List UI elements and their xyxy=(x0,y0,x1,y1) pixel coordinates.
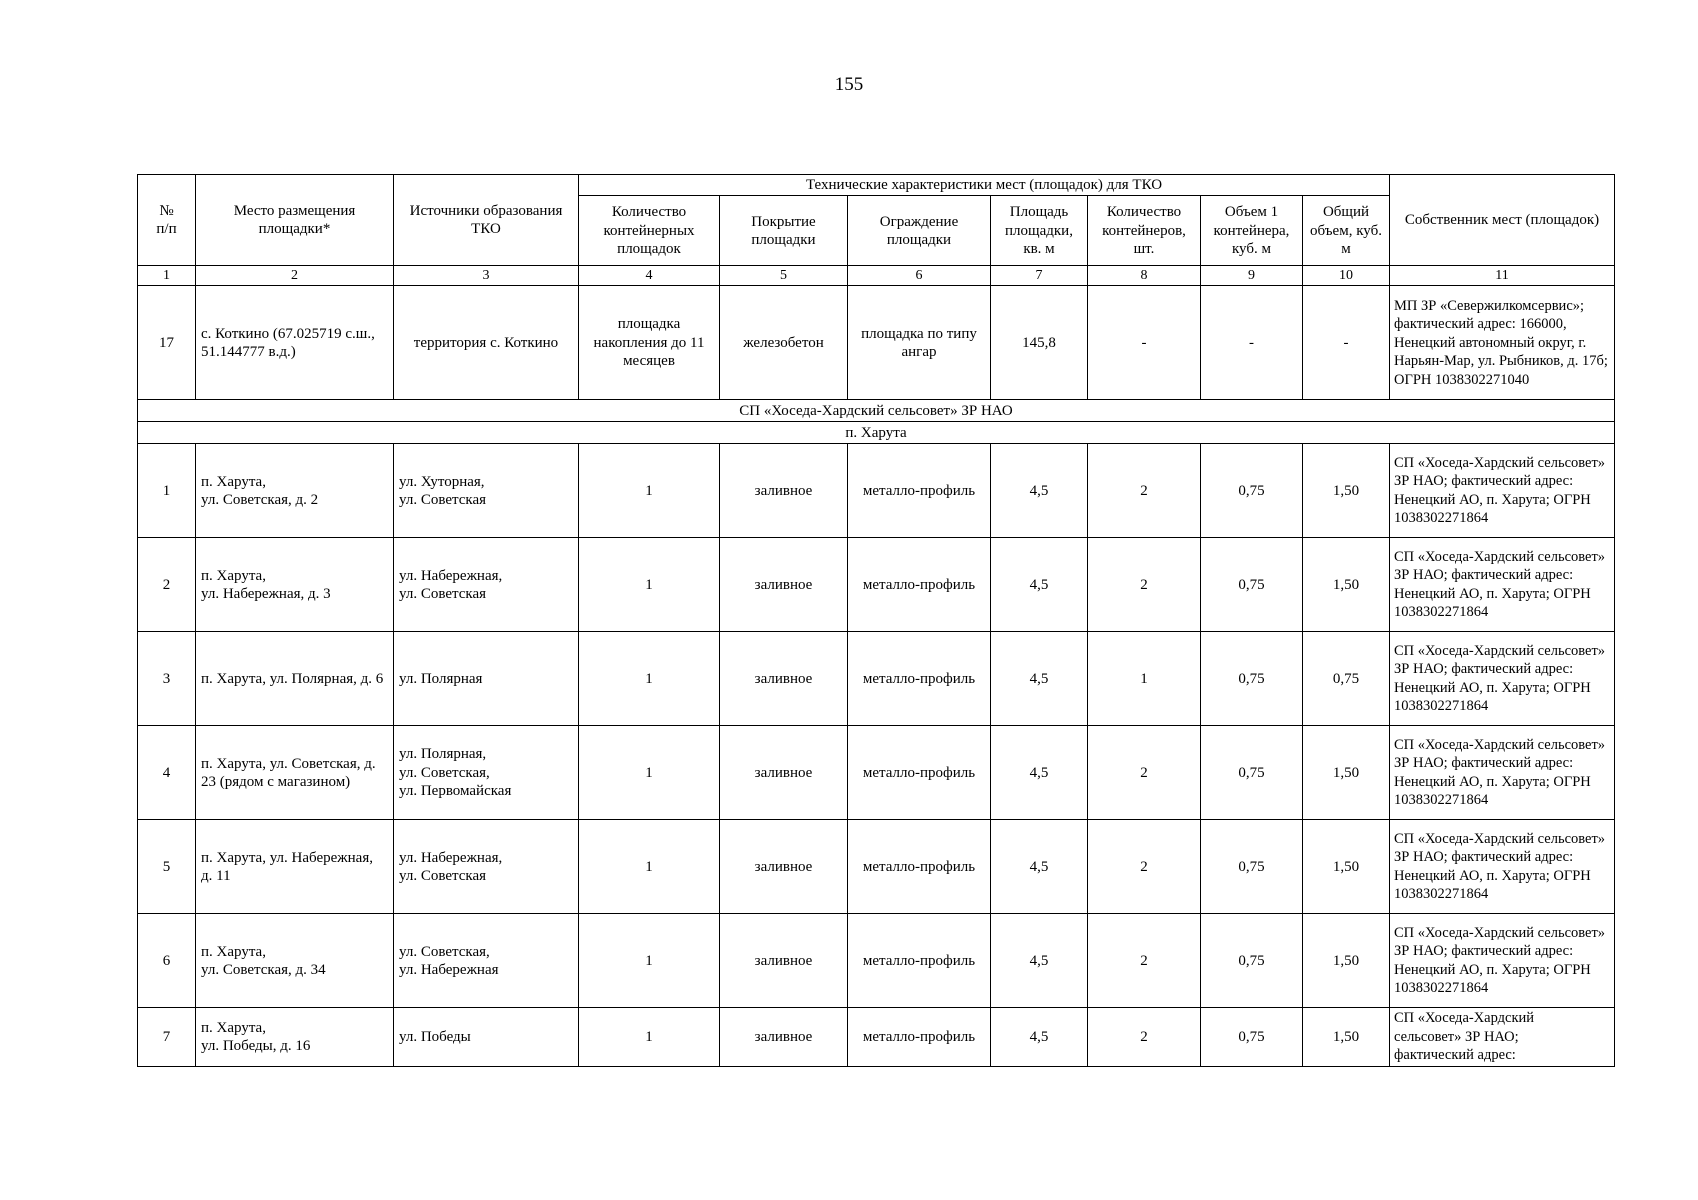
row-area: 145,8 xyxy=(991,286,1088,400)
column-number: 3 xyxy=(394,266,579,286)
header-volume-one: Объем 1 контейнера, куб. м xyxy=(1201,196,1303,266)
waste-sites-table xyxy=(137,174,1615,1067)
owner-line: СП «Хоседа-Хардский xyxy=(1394,1010,1535,1027)
row-number: 1 xyxy=(138,444,196,538)
row-surface: заливное xyxy=(720,914,848,1008)
owner-line: фактический адрес: xyxy=(1394,1047,1516,1064)
row-volume-one: - xyxy=(1201,286,1303,400)
row-volume-total: 1,50 xyxy=(1303,820,1390,914)
row-owner: СП «Хоседа-Хардский сельсовет» ЗР НАО; фактический адрес: Ненецкий АО, п. Харута; ОГРН 1038302271864 xyxy=(1390,632,1615,726)
row-owner: СП «Хоседа-Хардский сельсовет» ЗР НАО; фактический адрес: Ненецкий АО, п. Харута; ОГРН 1038302271864 xyxy=(1390,444,1615,538)
header-count-sites: Количество контейнерных площадок xyxy=(579,196,720,266)
table-row xyxy=(138,820,1615,914)
row-volume-total: 1,50 xyxy=(1303,914,1390,1008)
row-count-sites: 1 xyxy=(579,632,720,726)
section-header-row xyxy=(138,400,1615,422)
row-place: п. Харута, ул. Советская, д. 2 xyxy=(196,444,394,538)
row-number: 17 xyxy=(138,286,196,400)
row-place: п. Харута, ул. Полярная, д. 6 xyxy=(196,632,394,726)
row-count-containers: 2 xyxy=(1088,538,1201,632)
section-title: СП «Хоседа-Хардский сельсовет» ЗР НАО xyxy=(138,400,1615,422)
table-row xyxy=(138,538,1615,632)
row-volume-one: 0,75 xyxy=(1201,820,1303,914)
row-fence: металло-профиль xyxy=(848,538,991,632)
row-number: 3 xyxy=(138,632,196,726)
row-place: с. Коткино (67.025719 с.ш., 51.144777 в.д.) xyxy=(196,286,394,400)
row-volume-total: 0,75 xyxy=(1303,632,1390,726)
row-surface: заливное xyxy=(720,1008,848,1067)
row-owner xyxy=(1390,1008,1615,1067)
row-surface: заливное xyxy=(720,820,848,914)
header-count-containers: Количество контейнеров, шт. xyxy=(1088,196,1201,266)
row-volume-one: 0,75 xyxy=(1201,1008,1303,1067)
row-owner: СП «Хоседа-Хардский сельсовет» ЗР НАО; фактический адрес: Ненецкий АО, п. Харута; ОГРН 1038302271864 xyxy=(1390,914,1615,1008)
row-count-containers: 2 xyxy=(1088,1008,1201,1067)
row-volume-one: 0,75 xyxy=(1201,632,1303,726)
row-place: п. Харута, ул. Советская, д. 23 (рядом с магазином) xyxy=(196,726,394,820)
row-owner: МП ЗР «Севержилкомсервис»; фактический адрес: 166000, Ненецкий автономный округ, г. Нарьян-Мар, ул. Рыбников, д. 17б; ОГРН 1038302271040 xyxy=(1390,286,1615,400)
header-owner: Собственник мест (площадок) xyxy=(1390,175,1615,266)
header-fence: Ограждение площадки xyxy=(848,196,991,266)
row-volume-total: 1,50 xyxy=(1303,538,1390,632)
row-area: 4,5 xyxy=(991,632,1088,726)
row-count-sites: площадка накопления до 11 месяцев xyxy=(579,286,720,400)
row-volume-total: 1,50 xyxy=(1303,444,1390,538)
row-count-containers: 2 xyxy=(1088,820,1201,914)
row-count-containers: 2 xyxy=(1088,726,1201,820)
row-owner: СП «Хоседа-Хардский сельсовет» ЗР НАО; фактический адрес: Ненецкий АО, п. Харута; ОГРН 1038302271864 xyxy=(1390,726,1615,820)
row-area: 4,5 xyxy=(991,726,1088,820)
row-count-sites: 1 xyxy=(579,820,720,914)
row-surface: заливное xyxy=(720,538,848,632)
row-number: 2 xyxy=(138,538,196,632)
owner-line: сельсовет» ЗР НАО; xyxy=(1394,1028,1519,1045)
row-volume-total: 1,50 xyxy=(1303,726,1390,820)
row-place: п. Харута, ул. Победы, д. 16 xyxy=(196,1008,394,1067)
subsection-title: п. Харута xyxy=(138,422,1615,444)
row-number: 6 xyxy=(138,914,196,1008)
row-number: 7 xyxy=(138,1008,196,1067)
column-number: 2 xyxy=(196,266,394,286)
row-fence: металло-профиль xyxy=(848,914,991,1008)
row-sources: территория с. Коткино xyxy=(394,286,579,400)
row-count-sites: 1 xyxy=(579,538,720,632)
row-count-sites: 1 xyxy=(579,914,720,1008)
row-fence: металло-профиль xyxy=(848,632,991,726)
row-volume-one: 0,75 xyxy=(1201,914,1303,1008)
column-number: 4 xyxy=(579,266,720,286)
header-sources: Источники образования ТКО xyxy=(394,175,579,266)
row-volume-one: 0,75 xyxy=(1201,444,1303,538)
header-place: Место размещения площадки* xyxy=(196,175,394,266)
row-place: п. Харута, ул. Советская, д. 34 xyxy=(196,914,394,1008)
row-volume-one: 0,75 xyxy=(1201,726,1303,820)
row-area: 4,5 xyxy=(991,538,1088,632)
header-surface: Покрытие площадки xyxy=(720,196,848,266)
row-area: 4,5 xyxy=(991,444,1088,538)
row-count-sites: 1 xyxy=(579,1008,720,1067)
row-volume-total: 1,50 xyxy=(1303,1008,1390,1067)
row-count-containers: 2 xyxy=(1088,914,1201,1008)
column-number-row xyxy=(138,266,1615,286)
column-number: 10 xyxy=(1303,266,1390,286)
row-area: 4,5 xyxy=(991,914,1088,1008)
row-sources: ул. Полярная, ул. Советская, ул. Первомайская xyxy=(394,726,579,820)
row-sources: ул. Полярная xyxy=(394,632,579,726)
row-surface: железобетон xyxy=(720,286,848,400)
header-area: Площадь площадки, кв. м xyxy=(991,196,1088,266)
table-row xyxy=(138,726,1615,820)
column-number: 9 xyxy=(1201,266,1303,286)
row-place: п. Харута, ул. Набережная, д. 11 xyxy=(196,820,394,914)
row-owner: СП «Хоседа-Хардский сельсовет» ЗР НАО; фактический адрес: Ненецкий АО, п. Харута; ОГРН 1038302271864 xyxy=(1390,820,1615,914)
row-surface: заливное xyxy=(720,632,848,726)
row-sources: ул. Набережная, ул. Советская xyxy=(394,538,579,632)
row-fence: металло-профиль xyxy=(848,1008,991,1067)
row-fence: металло-профиль xyxy=(848,820,991,914)
row-sources: ул. Победы xyxy=(394,1008,579,1067)
column-number: 11 xyxy=(1390,266,1615,286)
row-count-containers: 2 xyxy=(1088,444,1201,538)
column-number: 7 xyxy=(991,266,1088,286)
row-count-containers: - xyxy=(1088,286,1201,400)
row-sources: ул. Набережная, ул. Советская xyxy=(394,820,579,914)
row-count-sites: 1 xyxy=(579,444,720,538)
row-sources: ул. Хуторная, ул. Советская xyxy=(394,444,579,538)
header-volume-total: Общий объем, куб. м xyxy=(1303,196,1390,266)
row-surface: заливное xyxy=(720,726,848,820)
table-row xyxy=(138,1008,1615,1067)
table-row xyxy=(138,632,1615,726)
row-area: 4,5 xyxy=(991,820,1088,914)
table-row xyxy=(138,444,1615,538)
row-number: 4 xyxy=(138,726,196,820)
row-area: 4,5 xyxy=(991,1008,1088,1067)
header-row-group xyxy=(138,175,1615,196)
row-place: п. Харута, ул. Набережная, д. 3 xyxy=(196,538,394,632)
column-number: 8 xyxy=(1088,266,1201,286)
row-count-sites: 1 xyxy=(579,726,720,820)
table-row xyxy=(138,286,1615,400)
header-tech-group: Технические характеристики мест (площадок) для ТКО xyxy=(579,175,1390,196)
row-owner: СП «Хоседа-Хардский сельсовет» ЗР НАО; фактический адрес: Ненецкий АО, п. Харута; ОГРН 1038302271864 xyxy=(1390,538,1615,632)
data-rows xyxy=(138,444,1615,1008)
row-volume-one: 0,75 xyxy=(1201,538,1303,632)
row-count-containers: 1 xyxy=(1088,632,1201,726)
page-number: 155 xyxy=(834,74,864,95)
row-surface: заливное xyxy=(720,444,848,538)
row-fence: площадка по типу ангар xyxy=(848,286,991,400)
column-number: 1 xyxy=(138,266,196,286)
row-fence: металло-профиль xyxy=(848,726,991,820)
column-number: 6 xyxy=(848,266,991,286)
row-fence: металло-профиль xyxy=(848,444,991,538)
row-number: 5 xyxy=(138,820,196,914)
row-sources: ул. Советская, ул. Набережная xyxy=(394,914,579,1008)
row-volume-total: - xyxy=(1303,286,1390,400)
subsection-header-row xyxy=(138,422,1615,444)
header-col-num: № п/п xyxy=(138,175,196,266)
table-row xyxy=(138,914,1615,1008)
column-number: 5 xyxy=(720,266,848,286)
